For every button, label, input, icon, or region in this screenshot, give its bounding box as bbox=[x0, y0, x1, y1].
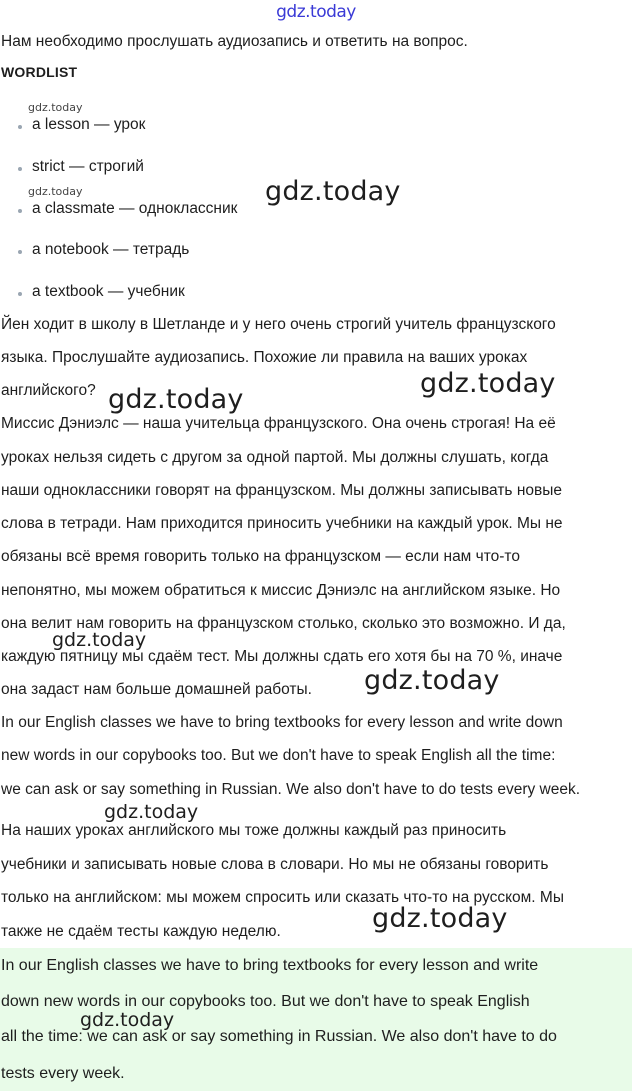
watermark: gdz.today bbox=[108, 384, 244, 415]
bullet-icon bbox=[18, 167, 22, 171]
translation-line: каждую пятницу мы сдаём тест. Мы должны сдать его хотя бы на 70 %, иначе bbox=[1, 648, 563, 665]
bullet-icon bbox=[18, 250, 22, 254]
wordlist-item-text: a textbook — учебник bbox=[32, 283, 185, 300]
wordlist-item-text: a lesson — урок bbox=[32, 116, 146, 133]
bullet-icon bbox=[18, 209, 22, 213]
watermark: gdz.today bbox=[52, 629, 147, 651]
translation-line: она задаст нам больше домашней работы. bbox=[1, 681, 312, 698]
task-line: английского? bbox=[1, 382, 96, 399]
watermark: gdz.today bbox=[104, 801, 199, 823]
watermark: gdz.today bbox=[420, 368, 556, 399]
watermark: gdz.today bbox=[28, 185, 83, 198]
list-item bbox=[18, 283, 185, 301]
header-watermark: gdz.today bbox=[276, 2, 356, 22]
bullet-icon bbox=[18, 125, 22, 129]
wordlist-item-text: a notebook — тетрадь bbox=[32, 241, 190, 258]
list-item bbox=[18, 116, 145, 134]
list-item bbox=[18, 158, 144, 176]
translation-line: слова в тетради. Нам приходится приносить учебники на каждый урок. Мы не bbox=[1, 515, 563, 532]
translation-line: Миссис Дэниэлс — наша учительца французского. Она очень строгая! На её bbox=[1, 415, 556, 432]
russian-answer-line: также не сдаём тесты каждую неделю. bbox=[1, 923, 281, 940]
watermark: gdz.today bbox=[265, 176, 401, 207]
task-line: языка. Прослушайте аудиозапись. Похожие ли правила на ваших уроках bbox=[1, 349, 528, 366]
wordlist-item-text: strict — строгий bbox=[32, 158, 144, 175]
watermark: gdz.today bbox=[28, 101, 83, 114]
highlight-answer-line: tests every week. bbox=[1, 1065, 125, 1082]
translation-line: она велит нам говорить на французском столько, сколько это возможно. И да, bbox=[1, 615, 566, 632]
wordlist-item-text: a classmate — одноклассник bbox=[32, 200, 238, 217]
watermark: gdz.today bbox=[80, 1009, 175, 1031]
list-item bbox=[18, 200, 237, 218]
highlight-answer-line: In our English classes we have to bring textbooks for every lesson and write bbox=[1, 957, 539, 974]
russian-answer-line: только на английском: мы можем спросить или сказать что-то на русском. Мы bbox=[1, 889, 564, 906]
translation-line: непонятно, мы можем обратиться к миссис Дэниэлс на английском языке. Но bbox=[1, 582, 561, 599]
translation-line: обязаны всё время говорить только на французском — если нам что-то bbox=[1, 548, 520, 565]
russian-answer-line: учебники и записывать новые слова в словари. Но мы не обязаны говорить bbox=[1, 856, 549, 873]
wordlist-title: WORDLIST bbox=[1, 64, 78, 80]
english-answer-line: new words in our copybooks too. But we don't have to speak English all the time: bbox=[1, 747, 556, 764]
russian-answer-line: На наших уроках английского мы тоже должны каждый раз приносить bbox=[1, 822, 507, 839]
instruction-text: Нам необходимо прослушать аудиозапись и ответить на вопрос. bbox=[1, 33, 468, 50]
highlight-answer-line: down new words in our copybooks too. But we don't have to speak English bbox=[1, 993, 530, 1010]
translation-line: наши одноклассники говорят на французском. Мы должны записывать новые bbox=[1, 482, 562, 499]
task-line: Йен ходит в школу в Шетланде и у него очень строгий учитель французского bbox=[1, 316, 556, 333]
bullet-icon bbox=[18, 292, 22, 296]
watermark: gdz.today bbox=[372, 903, 508, 934]
english-answer-line: we can ask or say something in Russian. We also don't have to do tests every week. bbox=[1, 781, 581, 798]
highlight-answer-line: all the time: we can ask or say something in Russian. We also don't have to do bbox=[1, 1028, 557, 1045]
english-answer-line: In our English classes we have to bring textbooks for every lesson and write down bbox=[1, 714, 563, 731]
translation-line: уроках нельзя сидеть с другом за одной партой. Мы должны слушать, когда bbox=[1, 449, 549, 466]
watermark: gdz.today bbox=[364, 665, 500, 696]
list-item bbox=[18, 241, 189, 259]
